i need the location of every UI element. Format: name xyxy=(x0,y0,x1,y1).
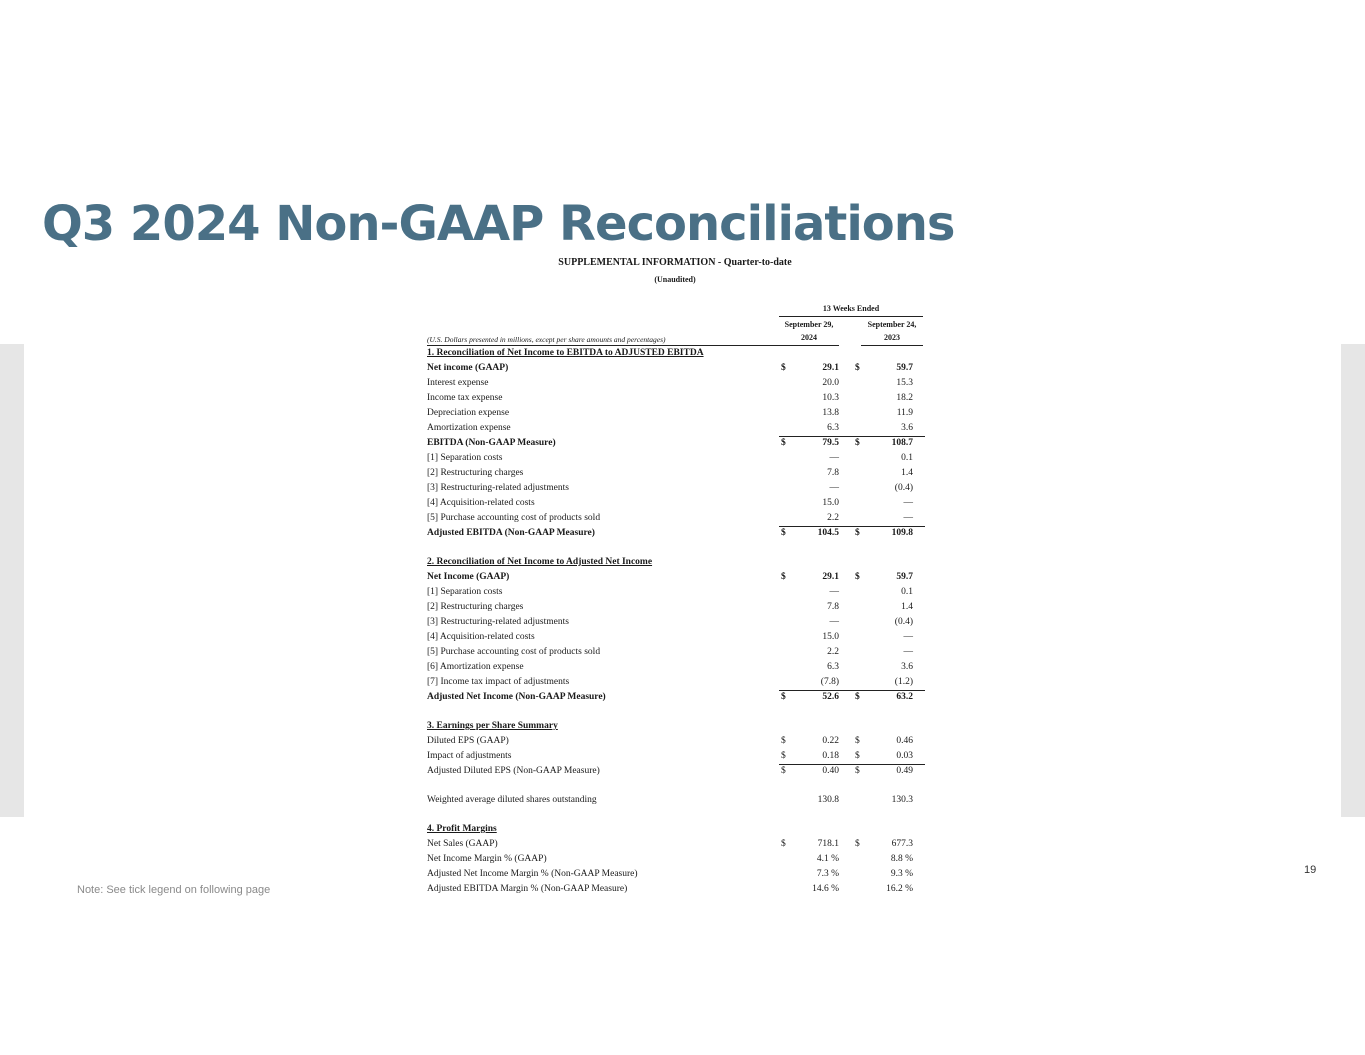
section-header xyxy=(427,555,927,570)
value-2023: 1.4 xyxy=(901,602,913,612)
left-side-band xyxy=(0,344,24,817)
value-2024: 718.1 xyxy=(817,839,839,849)
value-2024: 14.6 % xyxy=(812,884,839,894)
row-label: [4] Acquisition-related costs xyxy=(427,632,535,642)
value-2024: 10.3 xyxy=(822,393,839,403)
value-2024: 52.6 xyxy=(822,692,839,702)
row-label: Adjusted EBITDA Margin % (Non-GAAP Measure) xyxy=(427,884,628,894)
right-side-band xyxy=(1341,344,1365,817)
table-row xyxy=(427,361,927,376)
currency-symbol-2024: $ xyxy=(781,692,786,702)
currency-symbol-2023: $ xyxy=(855,528,860,538)
column-header-2024 xyxy=(779,318,839,346)
value-2023: 15.3 xyxy=(896,378,913,388)
table-row xyxy=(427,749,927,764)
row-label: 2. Reconciliation of Net Income to Adjusted Net Income xyxy=(427,557,653,567)
value-2024: 0.18 xyxy=(822,751,839,761)
currency-symbol-2023: $ xyxy=(855,839,860,849)
table-row xyxy=(427,852,927,867)
currency-symbol-2023: $ xyxy=(855,736,860,746)
row-label: [2] Restructuring charges xyxy=(427,602,524,612)
currency-symbol-2024: $ xyxy=(781,751,786,761)
value-2023: 109.8 xyxy=(891,528,913,538)
value-2024: 6.3 xyxy=(827,662,839,672)
value-2023: 16.2 % xyxy=(886,884,913,894)
value-2024: — xyxy=(829,483,839,493)
value-2023: 59.7 xyxy=(896,363,913,373)
value-2024: — xyxy=(829,453,839,463)
value-2024: 2.2 xyxy=(827,513,839,523)
currency-symbol-2024: $ xyxy=(781,572,786,582)
table-row xyxy=(427,660,927,675)
value-2023: 11.9 xyxy=(896,408,913,418)
table-row xyxy=(427,600,927,615)
table-row xyxy=(427,675,927,690)
row-label: Interest expense xyxy=(427,378,489,388)
row-label: Adjusted Diluted EPS (Non-GAAP Measure) xyxy=(427,766,600,776)
table-row xyxy=(427,511,927,526)
table-row xyxy=(427,391,927,406)
column-header-2023 xyxy=(861,318,923,346)
row-label: [4] Acquisition-related costs xyxy=(427,498,535,508)
table-row xyxy=(427,630,927,645)
row-label: Net Sales (GAAP) xyxy=(427,839,498,849)
value-2024: 20.0 xyxy=(822,378,839,388)
row-label: [5] Purchase accounting cost of products sold xyxy=(427,513,601,523)
period-header: 13 Weeks Ended xyxy=(779,304,923,317)
value-2023: — xyxy=(903,647,913,657)
row-label: Depreciation expense xyxy=(427,408,510,418)
statement-subtitle: (Unaudited) xyxy=(654,275,696,284)
table-row xyxy=(427,421,927,436)
row-label: [3] Restructuring-related adjustments xyxy=(427,617,569,627)
value-2024: 6.3 xyxy=(827,423,839,433)
value-2023: (0.4) xyxy=(894,483,913,493)
value-2023: 108.7 xyxy=(891,438,913,448)
table-row xyxy=(427,376,927,391)
row-label: 4. Profit Margins xyxy=(427,824,497,834)
value-2024: 15.0 xyxy=(822,498,839,508)
value-2024: 29.1 xyxy=(822,363,839,373)
value-2023: — xyxy=(903,498,913,508)
value-2023: 130.3 xyxy=(891,795,913,805)
table-row xyxy=(427,645,927,660)
value-2023: 59.7 xyxy=(896,572,913,582)
currency-symbol-2024: $ xyxy=(781,528,786,538)
table-row xyxy=(427,481,927,496)
value-2024: 7.8 xyxy=(827,602,839,612)
table-row xyxy=(427,436,927,451)
value-2023: 9.3 % xyxy=(890,869,913,879)
row-label: [6] Amortization expense xyxy=(427,662,524,672)
currency-symbol-2024: $ xyxy=(781,766,786,776)
table-row xyxy=(427,734,927,749)
value-2024: 13.8 xyxy=(822,408,839,418)
row-label: Amortization expense xyxy=(427,423,511,433)
value-2024: 0.40 xyxy=(822,766,839,776)
currency-symbol-2023: $ xyxy=(855,766,860,776)
row-label: Net Income Margin % (GAAP) xyxy=(427,854,547,864)
section-header xyxy=(427,346,927,361)
row-label: [7] Income tax impact of adjustments xyxy=(427,677,570,687)
row-label: Impact of adjustments xyxy=(427,751,512,761)
table-row xyxy=(427,526,927,541)
value-2023: 3.6 xyxy=(901,662,913,672)
value-2024: 130.8 xyxy=(817,795,839,805)
currency-symbol-2023: $ xyxy=(855,692,860,702)
value-2024: (7.8) xyxy=(820,677,839,687)
row-label: [5] Purchase accounting cost of products sold xyxy=(427,647,601,657)
table-row xyxy=(427,451,927,466)
row-label: [1] Separation costs xyxy=(427,587,503,597)
value-2023: — xyxy=(903,632,913,642)
table-row xyxy=(427,570,927,585)
table-row xyxy=(427,764,927,779)
row-label: Adjusted EBITDA (Non-GAAP Measure) xyxy=(427,528,595,538)
value-2023: 677.3 xyxy=(891,839,913,849)
value-2023: 3.6 xyxy=(901,423,913,433)
value-2024: 15.0 xyxy=(822,632,839,642)
value-2023: (0.4) xyxy=(894,617,913,627)
value-2024: — xyxy=(829,617,839,627)
value-2023: 18.2 xyxy=(896,393,913,403)
value-2024: 0.22 xyxy=(822,736,839,746)
statement-title: SUPPLEMENTAL INFORMATION - Quarter-to-date xyxy=(558,257,792,268)
value-2023: 0.49 xyxy=(896,766,913,776)
row-label: Net Income (GAAP) xyxy=(427,572,510,582)
currency-symbol-2023: $ xyxy=(855,751,860,761)
table-row xyxy=(427,882,927,897)
value-2024: 7.8 xyxy=(827,468,839,478)
footnote: Note: See tick legend on following page xyxy=(77,884,271,896)
column-header-2023-date: September 24, xyxy=(867,320,917,329)
column-header-2024-date: September 29, xyxy=(784,320,834,329)
row-label: Income tax expense xyxy=(427,393,503,403)
page-number: 19 xyxy=(1304,864,1317,876)
value-2024: 104.5 xyxy=(817,528,839,538)
column-header-2023-year: 2023 xyxy=(884,333,900,342)
value-2024: 79.5 xyxy=(822,438,839,448)
column-header-2024-year: 2024 xyxy=(801,333,817,342)
table-row xyxy=(427,867,927,882)
row-label: [1] Separation costs xyxy=(427,453,503,463)
table-row xyxy=(427,837,927,852)
row-label: [3] Restructuring-related adjustments xyxy=(427,483,569,493)
table-row xyxy=(427,690,927,705)
row-label: [2] Restructuring charges xyxy=(427,468,524,478)
value-2024: 4.1 % xyxy=(816,854,839,864)
section-header xyxy=(427,822,927,837)
row-label: Weighted average diluted shares outstanding xyxy=(427,795,597,805)
currency-symbol-2024: $ xyxy=(781,363,786,373)
currency-symbol-2024: $ xyxy=(781,736,786,746)
units-note: (U.S. Dollars presented in millions, except per share amounts and percentages) xyxy=(427,335,779,346)
currency-symbol-2024: $ xyxy=(781,839,786,849)
currency-symbol-2024: $ xyxy=(781,438,786,448)
row-label: Adjusted Net Income Margin % (Non-GAAP Measure) xyxy=(427,869,638,879)
value-2023: — xyxy=(903,513,913,523)
value-2023: 1.4 xyxy=(901,468,913,478)
row-label: Net income (GAAP) xyxy=(427,363,509,373)
value-2023: 0.1 xyxy=(901,453,913,463)
value-2024: — xyxy=(829,587,839,597)
value-2023: 8.8 % xyxy=(890,854,913,864)
value-2024: 7.3 % xyxy=(816,869,839,879)
row-label: Diluted EPS (GAAP) xyxy=(427,736,509,746)
value-2023: 0.1 xyxy=(901,587,913,597)
row-label: EBITDA (Non-GAAP Measure) xyxy=(427,438,556,448)
table-row xyxy=(427,793,927,808)
value-2023: 63.2 xyxy=(896,692,913,702)
section-header xyxy=(427,719,927,734)
value-2023: 0.03 xyxy=(896,751,913,761)
row-label: 1. Reconciliation of Net Income to EBITDA to ADJUSTED EBITDA xyxy=(427,348,704,358)
value-2023: (1.2) xyxy=(894,677,913,687)
row-label: 3. Earnings per Share Summary xyxy=(427,721,558,731)
table-row xyxy=(427,615,927,630)
currency-symbol-2023: $ xyxy=(855,572,860,582)
row-label: Adjusted Net Income (Non-GAAP Measure) xyxy=(427,692,606,702)
slide-title: Q3 2024 Non-GAAP Reconciliations xyxy=(42,196,955,252)
value-2023: 0.46 xyxy=(896,736,913,746)
value-2024: 2.2 xyxy=(827,647,839,657)
currency-symbol-2023: $ xyxy=(855,363,860,373)
value-2024: 29.1 xyxy=(822,572,839,582)
table-row xyxy=(427,466,927,481)
currency-symbol-2023: $ xyxy=(855,438,860,448)
table-row xyxy=(427,496,927,511)
table-row xyxy=(427,585,927,600)
table-row xyxy=(427,406,927,421)
